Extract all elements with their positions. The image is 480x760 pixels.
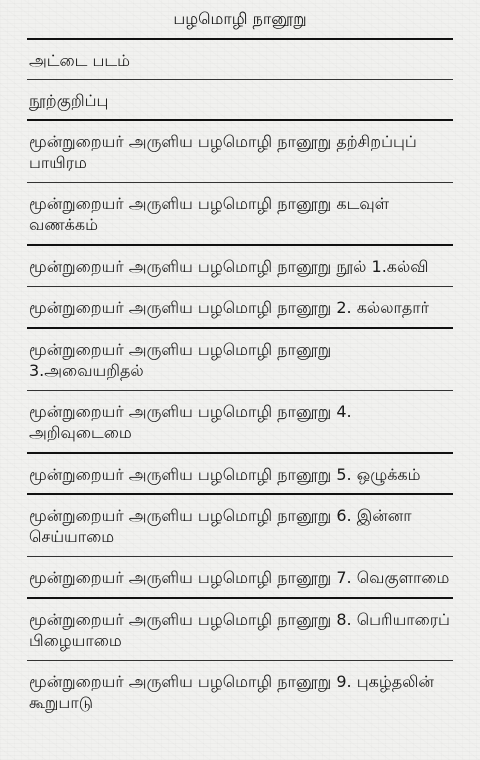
list-item-preface[interactable]: மூன்றுறையர் அருளிய பழமொழி நானூறு தற்சிறப்புப் பாயிரம <box>29 132 417 172</box>
list-item-chapter-4[interactable]: மூன்றுறையர் அருளிய பழமொழி நானூறு 4. அறிவுடைமை <box>29 402 352 442</box>
list-item-chapter-3[interactable]: மூன்றுறையர் அருளிய பழமொழி நானூறு 3.அவையறிதல் <box>29 340 332 380</box>
list-item-chapter-8[interactable]: மூன்றுறையர் அருளிய பழமொழி நானூறு 8. பெரியாரைப் பிழையாமை <box>29 610 450 650</box>
list-item-chapter-5[interactable]: மூன்றுறையர் அருளிய பழமொழி நானூறு 5. ஒழுக்கம் <box>29 465 421 484</box>
list-item-chapter-7[interactable]: மூன்றுறையர் அருளிய பழமொழி நானூறு 7. வெகுளாமை <box>29 568 450 587</box>
app-title: பழமொழி நானூறு <box>173 9 307 28</box>
list-item-book-info[interactable]: நூற்குறிப்பு <box>29 91 109 110</box>
list-item-invocation[interactable]: மூன்றுறையர் அருளிய பழமொழி நானூறு கடவுள் வணக்கம் <box>29 194 390 234</box>
list-item-chapter-9[interactable]: மூன்றுறையர் அருளிய பழமொழி நானூறு 9. புகழ்தலின் கூறுபாடு <box>29 672 434 712</box>
list-item-cover[interactable]: அட்டை படம் <box>29 51 130 70</box>
chapter-list <box>27 38 453 722</box>
list-item-chapter-1[interactable]: மூன்றுறையர் அருளிய பழமொழி நானூறு நூல் 1.கல்வி <box>29 257 429 276</box>
list-item-chapter-6[interactable]: மூன்றுறையர் அருளிய பழமொழி நானூறு 6. இன்னா செய்யாமை <box>29 506 412 546</box>
list-item-chapter-2[interactable]: மூன்றுறையர் அருளிய பழமொழி நானூறு 2. கல்லாதார் <box>29 298 429 317</box>
